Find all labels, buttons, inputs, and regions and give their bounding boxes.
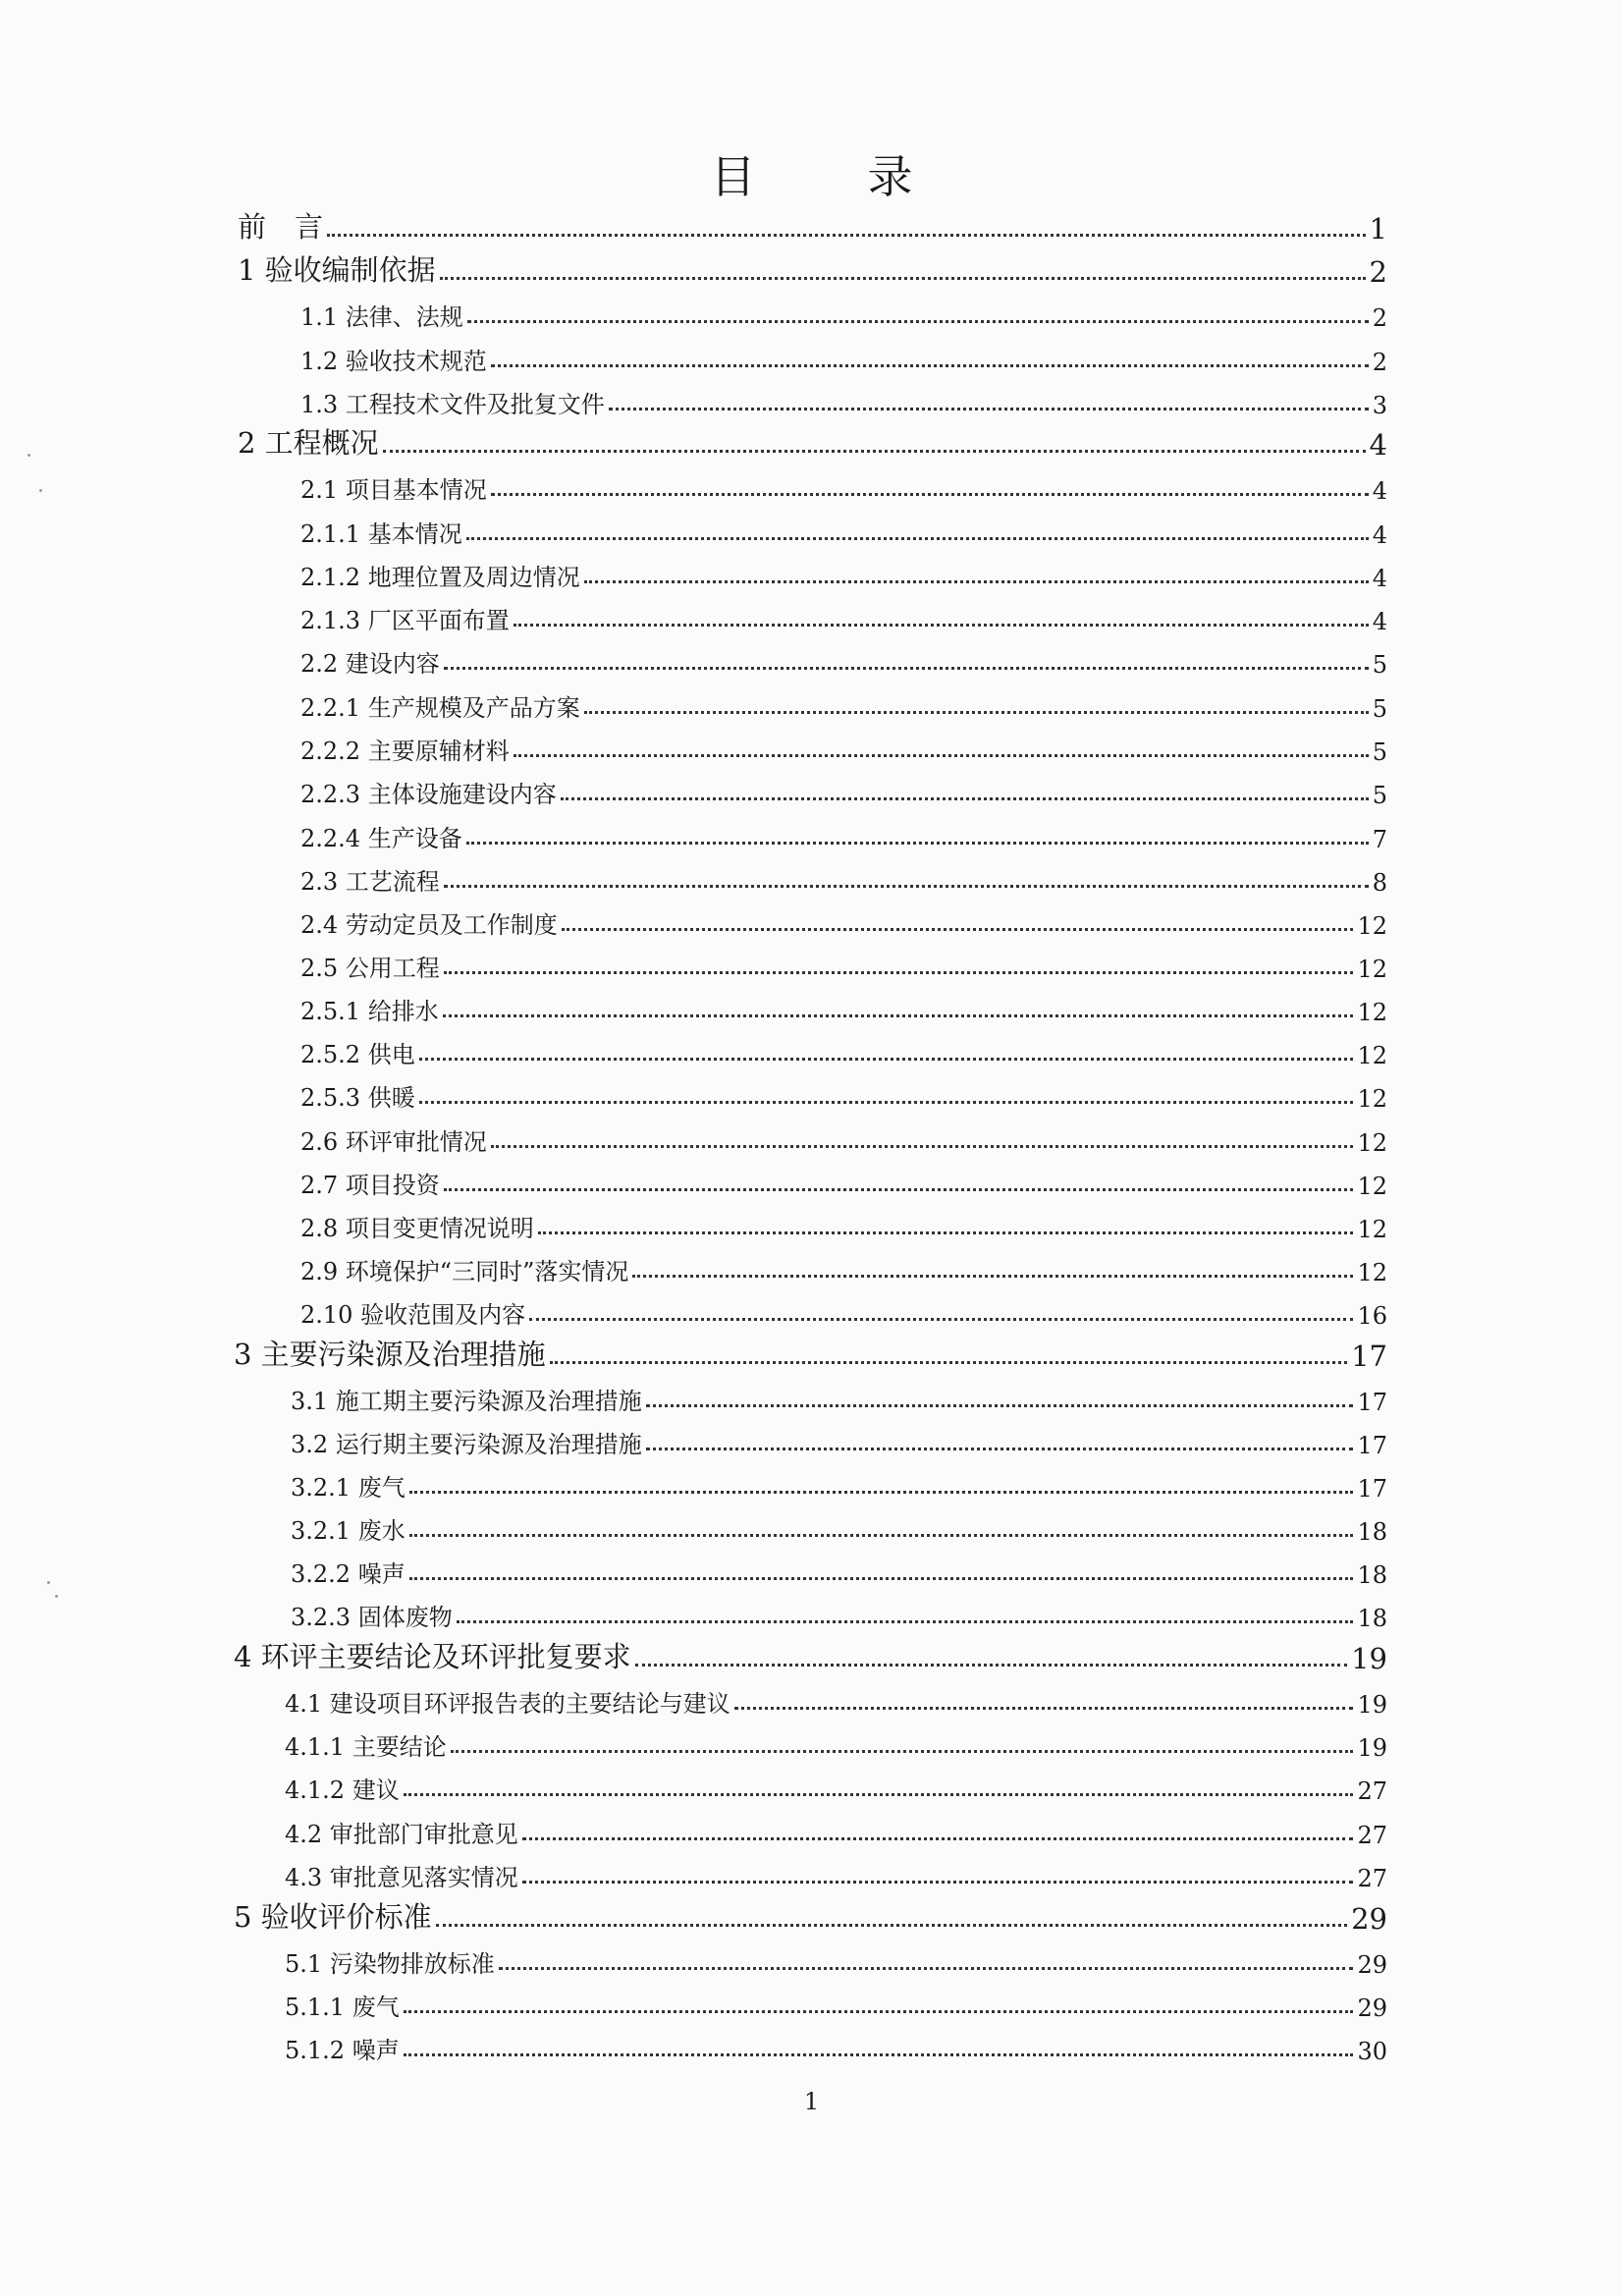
toc-entry (300, 291, 1387, 332)
toc-entry-page: 2 (1372, 349, 1387, 376)
toc-entry-title: 2.5 公用工程 (300, 955, 440, 982)
toc-entry-page: 29 (1357, 1951, 1387, 1979)
toc-entry (300, 725, 1387, 766)
toc-entry-page: 3 (1372, 392, 1387, 419)
toc-leader-dots (522, 1881, 1354, 1884)
toc-entry (300, 594, 1387, 635)
toc-entry-page: 5 (1372, 782, 1387, 809)
toc-entry (285, 1981, 1387, 2022)
toc-entry-page: 19 (1357, 1734, 1387, 1762)
toc-entry-title: 2.5.3 供暖 (300, 1084, 415, 1112)
toc-entry (300, 1071, 1387, 1113)
toc-leader-dots (734, 1707, 1354, 1710)
toc-entry-title: 3 主要污染源及治理措施 (234, 1338, 546, 1371)
toc-leader-dots (514, 754, 1369, 757)
toc-entry-title: 3.2.1 废水 (291, 1517, 406, 1545)
toc-entry (300, 1028, 1387, 1069)
toc-leader-dots (404, 2053, 1354, 2056)
toc-entry-title: 4.3 审批意见落实情况 (285, 1864, 518, 1891)
toc-entry-title: 2.5.2 供电 (300, 1041, 415, 1068)
toc-entry-page: 12 (1357, 999, 1387, 1026)
toc-leader-dots (327, 234, 1366, 237)
toc-entry-page: 12 (1357, 1259, 1387, 1286)
page-number: 1 (803, 2088, 820, 2115)
toc-leader-dots (646, 1448, 1354, 1450)
toc-entry-page: 12 (1357, 912, 1387, 940)
toc-entry-page: 18 (1357, 1605, 1387, 1632)
toc-leader-dots (491, 493, 1369, 496)
toc-entry-title: 5.1.1 废气 (285, 1994, 400, 2021)
toc-entry-page: 2 (1372, 304, 1387, 332)
toc-leader-dots (409, 1577, 1354, 1580)
toc-entry (285, 1808, 1387, 1849)
toc-entry-title: 4.1.2 建议 (285, 1777, 400, 1804)
toc-entry (300, 335, 1387, 376)
toc-entry-title: 2.1.1 基本情况 (300, 520, 462, 548)
toc-leader-dots (491, 1145, 1354, 1148)
toc-entry (300, 551, 1387, 592)
toc-entry-title: 2.9 环境保护“三同时”落实情况 (300, 1258, 629, 1285)
toc-entry (234, 1332, 1387, 1373)
toc-entry-page: 4 (1372, 477, 1387, 505)
toc-entry-title: 2.1 项目基本情况 (300, 476, 487, 504)
toc-leader-dots (635, 1664, 1347, 1667)
toc-entry (291, 1461, 1387, 1503)
toc-entry (285, 1938, 1387, 1979)
toc-entry (285, 1851, 1387, 1892)
toc-entry-title: 2 工程概况 (238, 426, 379, 460)
toc-entry (291, 1591, 1387, 1632)
toc-entry-title: 2.2.3 主体设施建设内容 (300, 781, 557, 808)
toc-entry-page: 4 (1369, 428, 1387, 462)
toc-leader-dots (443, 1014, 1354, 1017)
toc-entry-page: 27 (1357, 1822, 1387, 1849)
toc-entry-page: 16 (1357, 1302, 1387, 1330)
toc-leader-dots (440, 277, 1366, 280)
toc-entry-title: 2.7 项目投资 (300, 1172, 440, 1199)
toc-entry-title: 前 言 (238, 210, 324, 244)
page-title: 目 录 (710, 150, 947, 203)
toc-entry (285, 1764, 1387, 1805)
toc-entry-page: 1 (1369, 212, 1387, 246)
toc-leader-dots (561, 797, 1369, 800)
toc-leader-dots (444, 667, 1369, 670)
toc-entry-title: 1 验收编制依据 (238, 253, 436, 287)
toc-entry-title: 5.1 污染物排放标准 (285, 1950, 495, 1978)
toc-entry (300, 942, 1387, 983)
toc-entry (300, 1288, 1387, 1330)
toc-leader-dots (451, 1750, 1354, 1753)
toc-leader-dots (466, 842, 1369, 845)
toc-leader-dots (419, 1058, 1354, 1061)
toc-entry (285, 2024, 1387, 2065)
toc-entry-title: 3.1 施工期主要污染源及治理措施 (291, 1388, 642, 1415)
toc-entry-page: 12 (1357, 1216, 1387, 1243)
toc-entry-page: 17 (1357, 1475, 1387, 1503)
toc-entry (285, 1721, 1387, 1762)
toc-entry-title: 1.1 法律、法规 (300, 303, 463, 331)
toc-leader-dots (550, 1361, 1347, 1364)
toc-leader-dots (444, 885, 1369, 888)
toc-entry-title: 3.2.3 固体废物 (291, 1604, 453, 1631)
toc-leader-dots (499, 1967, 1354, 1970)
toc-entry (234, 1894, 1387, 1936)
toc-entry-title: 4 环评主要结论及环评批复要求 (234, 1640, 631, 1673)
toc-entry-page: 19 (1351, 1642, 1387, 1675)
toc-entry (238, 420, 1387, 462)
toc-entry-title: 2.1.2 地理位置及周边情况 (300, 564, 580, 591)
toc-entry-title: 1.2 验收技术规范 (300, 348, 487, 375)
toc-leader-dots (491, 364, 1369, 367)
toc-entry-page: 29 (1357, 1995, 1387, 2022)
scan-speck (39, 489, 42, 492)
toc-leader-dots (444, 971, 1354, 974)
toc-entry-page: 12 (1357, 1173, 1387, 1200)
toc-entry-page: 27 (1357, 1777, 1387, 1805)
toc-leader-dots (529, 1318, 1353, 1321)
toc-entry-page: 12 (1357, 956, 1387, 983)
toc-leader-dots (514, 624, 1369, 627)
toc-entry (300, 1159, 1387, 1200)
toc-entry-page: 27 (1357, 1865, 1387, 1892)
toc-entry-title: 2.3 工艺流程 (300, 868, 440, 896)
toc-entry-page: 17 (1357, 1432, 1387, 1459)
toc-entry-page: 5 (1372, 695, 1387, 723)
toc-entry (234, 1634, 1387, 1675)
toc-entry (238, 247, 1387, 289)
toc-entry-title: 1.3 工程技术文件及批复文件 (300, 391, 605, 418)
toc-leader-dots (609, 408, 1369, 410)
toc-entry-title: 2.8 项目变更情况说明 (300, 1215, 534, 1242)
toc-entry-title: 2.5.1 给排水 (300, 998, 439, 1025)
toc-entry-title: 4.1 建设项目环评报告表的主要结论与建议 (285, 1690, 730, 1718)
toc-entry-page: 19 (1357, 1691, 1387, 1719)
toc-entry-title: 2.4 劳动定员及工作制度 (300, 911, 558, 939)
toc-entry-title: 2.2 建设内容 (300, 650, 440, 678)
toc-entry-page: 18 (1357, 1518, 1387, 1546)
toc-entry (300, 682, 1387, 723)
toc-entry-title: 3.2.2 噪声 (291, 1560, 406, 1588)
toc-leader-dots (404, 1793, 1354, 1796)
toc-entry-page: 5 (1372, 651, 1387, 679)
toc-leader-dots (522, 1837, 1354, 1840)
toc-entry-title: 5.1.2 噪声 (285, 2037, 400, 2064)
toc-entry (300, 812, 1387, 853)
toc-leader-dots (632, 1275, 1353, 1278)
toc-entry (300, 768, 1387, 809)
toc-entry-title: 3.2 运行期主要污染源及治理措施 (291, 1431, 642, 1458)
toc-entry-title: 5 验收评价标准 (234, 1900, 432, 1934)
toc-entry (291, 1375, 1387, 1416)
toc-entry-page: 7 (1372, 826, 1387, 853)
toc-entry-title: 4.1.1 主要结论 (285, 1733, 447, 1761)
toc-entry-page: 12 (1357, 1085, 1387, 1113)
toc-leader-dots (584, 580, 1369, 583)
toc-entry (291, 1548, 1387, 1589)
toc-entry (300, 378, 1387, 419)
toc-entry (291, 1504, 1387, 1546)
toc-entry-title: 4.2 审批部门审批意见 (285, 1821, 518, 1848)
toc-leader-dots (409, 1534, 1354, 1537)
toc-entry (300, 1245, 1387, 1286)
toc-leader-dots (562, 928, 1354, 931)
toc-entry-title: 3.2.1 废气 (291, 1474, 406, 1502)
toc-entry-title: 2.2.2 主要原辅材料 (300, 738, 510, 765)
toc-leader-dots (466, 537, 1369, 540)
toc-entry-page: 29 (1351, 1902, 1387, 1936)
toc-leader-dots (436, 1924, 1347, 1927)
toc-entry (300, 1116, 1387, 1157)
toc-entry-page: 5 (1372, 738, 1387, 766)
toc-entry-page: 4 (1372, 521, 1387, 549)
toc-entry (300, 899, 1387, 940)
toc-entry (300, 985, 1387, 1026)
toc-entry-page: 4 (1372, 608, 1387, 635)
scan-speck (55, 1595, 58, 1598)
toc-entry-title: 2.2.4 生产设备 (300, 825, 462, 852)
toc-entry (300, 637, 1387, 679)
toc-entry (238, 204, 1387, 246)
toc-entry (300, 464, 1387, 505)
toc-entry-title: 2.1.3 厂区平面布置 (300, 607, 510, 634)
toc-leader-dots (383, 450, 1366, 453)
toc-entry-page: 30 (1357, 2038, 1387, 2065)
toc-entry (291, 1418, 1387, 1459)
toc-leader-dots (457, 1620, 1354, 1623)
toc-leader-dots (467, 320, 1369, 323)
toc-entry-page: 2 (1369, 255, 1387, 289)
toc-entry-page: 4 (1372, 565, 1387, 592)
toc-leader-dots (419, 1101, 1354, 1104)
scan-speck (27, 454, 30, 457)
toc-entry-page: 17 (1357, 1389, 1387, 1416)
toc-entry-page: 12 (1357, 1129, 1387, 1157)
toc-entry-title: 2.10 验收范围及内容 (300, 1301, 526, 1329)
toc-entry-page: 12 (1357, 1042, 1387, 1069)
toc-leader-dots (409, 1491, 1354, 1494)
toc-leader-dots (444, 1188, 1354, 1191)
toc-entry-title: 2.6 环评审批情况 (300, 1128, 487, 1156)
toc-entry-page: 8 (1372, 869, 1387, 897)
toc-leader-dots (404, 2010, 1354, 2013)
toc-entry (300, 1202, 1387, 1243)
toc-entry (300, 855, 1387, 897)
toc-entry-page: 18 (1357, 1561, 1387, 1589)
toc-entry (285, 1677, 1387, 1719)
toc-leader-dots (584, 711, 1369, 714)
toc-entry (300, 508, 1387, 549)
toc-leader-dots (646, 1404, 1354, 1407)
toc-entry-title: 2.2.1 生产规模及产品方案 (300, 694, 580, 722)
toc-leader-dots (538, 1231, 1354, 1234)
scan-speck (47, 1581, 50, 1584)
toc-entry-page: 17 (1351, 1339, 1387, 1373)
